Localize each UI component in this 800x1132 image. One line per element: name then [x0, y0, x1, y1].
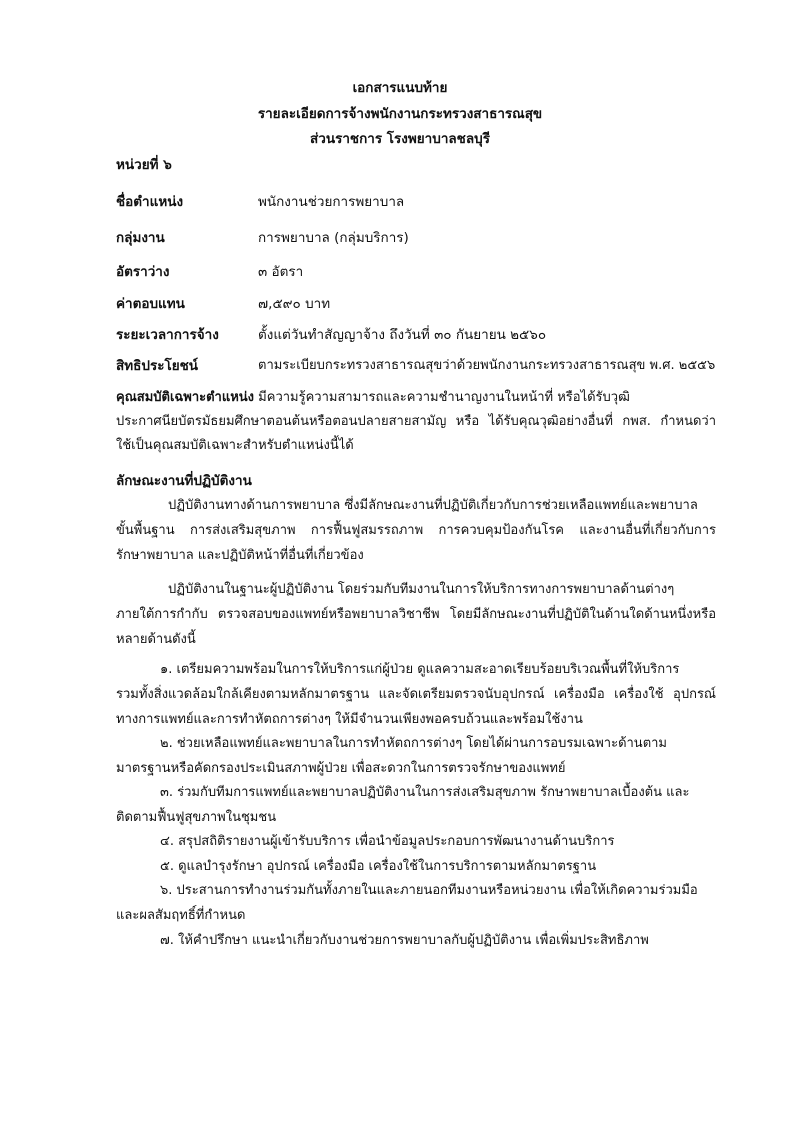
doc-title-attachment: เอกสารแนบท้าย: [352, 80, 448, 96]
item-6-line-2: และผลสัมฤทธิ์ที่กำหนด: [116, 908, 246, 923]
item-3-line-2: ติดตามฟื้นฟูสุขภาพในชุมชน: [116, 810, 277, 825]
qualification-line-3: ใช้เป็นคุณสมบัติเฉพาะสำหรับตำแหน่งนี้ได้: [116, 438, 354, 453]
qualification-line-1: [116, 386, 716, 407]
field-value-work-group: การพยาบาล (กลุ่มบริการ): [258, 230, 409, 246]
para2-line-1: ปฏิบัติงานในฐานะผู้ปฏิบัติงาน โดยร่วมกับทีมงานในการให้บริการทางการพยาบาลด้านต่างๆ: [168, 582, 675, 597]
item-4: ๔. สรุปสถิติรายงานผู้เข้ารับบริการ เพื่อนำข้อมูลประกอบการพัฒนางานด้านบริการ: [160, 834, 615, 849]
doc-title-details: รายละเอียดการจ้างพนักงานกระทรวงสาธารณสุข: [257, 106, 543, 122]
item-6-line-1: ๖. ประสานการทำงานร่วมกันทั้งภายในและภายนอกทีมงานหรือหน่วยงาน เพื่อให้เกิดความร่วมมือ: [160, 883, 698, 898]
para1-line-1: ปฏิบัติงานทางด้านการพยาบาล ซึ่งมีลักษณะงานที่ปฏิบัติเกี่ยวกับการช่วยเหลือแพทย์และพยาบาล: [168, 498, 698, 513]
field-label-benefits: สิทธิประโยชน์: [116, 358, 199, 374]
field-value-compensation: ๗,๕๙๐ บาท: [258, 296, 331, 312]
item-3-line-1: ๓. ร่วมกับทีมการแพทย์และพยาบาลปฏิบัติงานในการส่งเสริมสุขภาพ รักษาพยาบาลเบื้องต้น และ: [160, 785, 690, 800]
item-5: ๕. ดูแลบำรุงรักษา อุปกรณ์ เครื่องมือ เครื่องใช้ในการบริการตามหลักมาตรฐาน: [160, 859, 597, 874]
item-1-line-2: รวมทั้งสิ่งแวดล้อมใกล้เคียงตามหลักมาตรฐาน และจัดเตรียมตรวจนับอุปกรณ์ เครื่องมือ เครื่องใช้ อุปกรณ์: [116, 687, 716, 702]
para1-line-3: รักษาพยาบาล และปฏิบัติหน้าที่อื่นที่เกี่ยวข้อง: [116, 548, 364, 563]
duties-heading: ลักษณะงานที่ปฏิบัติงาน: [116, 473, 252, 489]
qualification-line-2: ประกาศนียบัตรมัธยมศึกษาตอนต้นหรือตอนปลายสายสามัญ หรือ ได้รับคุณวุฒิอย่างอื่นที่ กพส. กำหนดว่า: [116, 414, 716, 429]
item-1-line-1: ๑. เตรียมความพร้อมในการให้บริการแก่ผู้ป่วย ดูแลความสะอาดเรียบร้อยบริเวณพื้นที่ให้บริการ: [160, 662, 680, 677]
unit-number: หน่วยที่ ๖: [116, 157, 172, 173]
para1-line-2: ขั้นพื้นฐาน การส่งเสริมสุขภาพ การฟื้นฟูสมรรถภาพ การควบคุมป้องกันโรค และงานอื่นที่เกี่ยวกับการ: [116, 523, 716, 538]
field-value-vacancies: ๓ อัตรา: [258, 264, 304, 280]
field-label-employment-period: ระยะเวลาการจ้าง: [116, 327, 219, 343]
doc-title-agency: ส่วนราชการ โรงพยาบาลชลบุรี: [310, 131, 490, 147]
field-label-position: ชื่อตำแหน่ง: [116, 194, 184, 210]
item-7: ๗. ให้คำปรึกษา แนะนำเกี่ยวกับงานช่วยการพยาบาลกับผู้ปฏิบัติงาน เพื่อเพิ่มประสิทธิภาพ: [160, 933, 649, 948]
field-label-vacancies: อัตราว่าง: [116, 264, 170, 280]
field-label-compensation: ค่าตอบแทน: [116, 296, 185, 312]
field-value-benefits: ตามระเบียบกระทรวงสาธารณสุขว่าด้วยพนักงานกระทรวงสาธารณสุข พ.ศ. ๒๕๕๖: [258, 358, 716, 373]
para2-line-2: ภายใต้การกำกับ ตรวจสอบของแพทย์หรือพยาบาลวิชาชีพ โดยมีลักษณะงานที่ปฏิบัติในด้านใดด้านหนึ่งหรือ: [116, 607, 716, 622]
field-value-employment-period: ตั้งแต่วันทำสัญญาจ้าง ถึงวันที่ ๓๐ กันยายน ๒๕๖๐: [258, 327, 547, 343]
para2-line-3: หลายด้านดังนี้: [116, 632, 196, 647]
item-2-line-1: ๒. ช่วยเหลือแพทย์และพยาบาลในการทำหัตถการต่างๆ โดยได้ผ่านการอบรมเฉพาะด้านตาม: [160, 736, 668, 751]
item-1-line-3: ทางการแพทย์และการทำหัตถการต่างๆ ให้มีจำนวนเพียงพอครบถ้วนและพร้อมใช้งาน: [116, 712, 583, 727]
qualification-label: คุณสมบัติเฉพาะตำแหน่ง: [116, 390, 255, 405]
qualification-text-1: มีความรู้ความสามารถและความชำนาญงานในหน้าที่ หรือได้รับวุฒิ: [258, 390, 630, 405]
field-label-work-group: กลุ่มงาน: [116, 230, 165, 246]
field-value-position: พนักงานช่วยการพยาบาล: [258, 194, 405, 210]
item-2-line-2: มาตรฐานหรือคัดกรองประเมินสภาพผู้ป่วย เพื่อสะดวกในการตรวจรักษาของแพทย์: [116, 761, 566, 776]
